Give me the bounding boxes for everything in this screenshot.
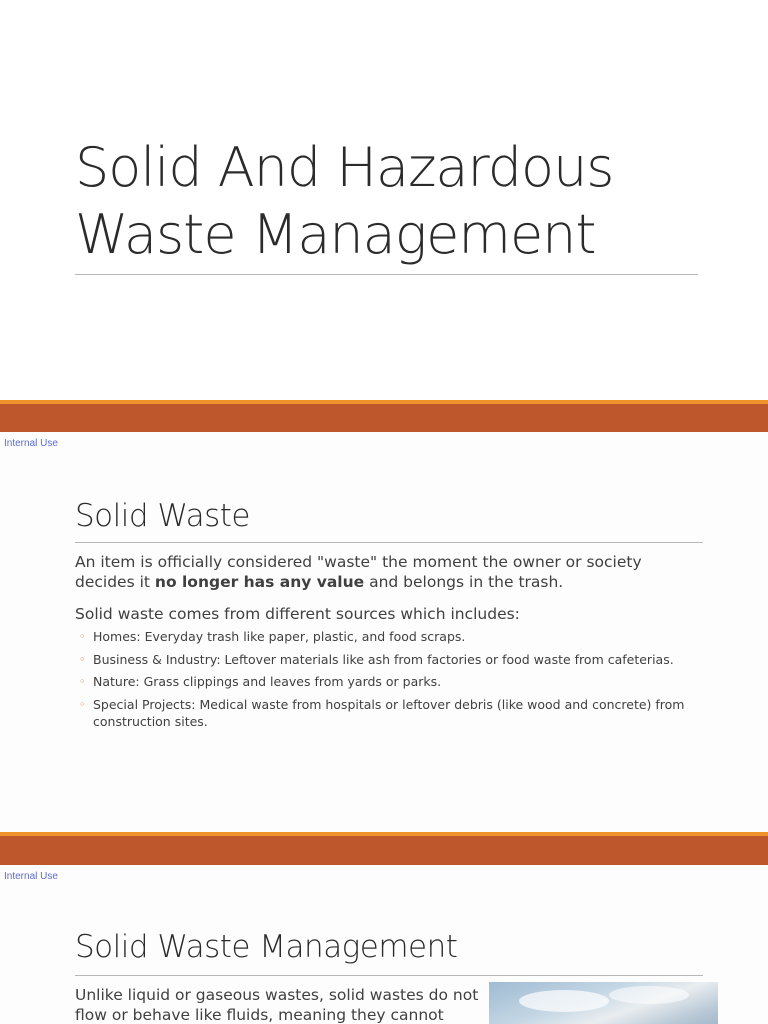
- list-item: [79, 696, 719, 730]
- title-line-2: Waste Management: [75, 203, 596, 266]
- definition-emphasis: no longer has any value: [154, 573, 365, 591]
- slide-title-underline: [75, 542, 703, 543]
- slide-divider: [0, 400, 768, 432]
- title-slide: [0, 0, 768, 400]
- list-item: [79, 651, 719, 668]
- slide-title: Solid Waste Management: [75, 929, 458, 965]
- list-item: [79, 673, 719, 690]
- bullet-marker: ◦: [79, 675, 86, 688]
- slide-title: Solid Waste: [75, 498, 250, 534]
- title-underline: [75, 274, 698, 275]
- solid-waste-management-slide: [0, 865, 768, 1024]
- intro-paragraph: Unlike liquid or gaseous wastes, solid wastes do not flow or behave like fluids, meaning they cannot: [75, 986, 479, 1024]
- sources-list: [79, 628, 719, 735]
- title-line-1: Solid And Hazardous: [75, 136, 614, 199]
- landfill-photo: [489, 982, 718, 1024]
- divider-band: [0, 836, 768, 865]
- list-item-text: Nature: Grass clippings and leaves from yards or parks.: [93, 674, 442, 689]
- solid-waste-slide: [0, 432, 768, 832]
- internal-use-label: Internal Use: [4, 438, 58, 449]
- divider-band: [0, 404, 768, 432]
- cloud-shape: [609, 986, 689, 1004]
- definition-text-b: and belongs in the trash.: [364, 573, 564, 591]
- internal-use-label: Internal Use: [4, 871, 58, 882]
- bullet-marker: ◦: [79, 697, 86, 711]
- list-item-text: Special Projects: Medical waste from hospitals or leftover debris (like wood and concrete) from construction sites.: [93, 696, 685, 729]
- list-item-text: Business & Industry: Leftover materials like ash from factories or food waste from cafeterias.: [93, 651, 674, 667]
- list-item-text: Homes: Everyday trash like paper, plastic, and food scraps.: [93, 629, 466, 644]
- definition-text-a: An item is officially considered "waste" the moment the owner or society decides it: [75, 553, 642, 591]
- definition-paragraph: [75, 552, 675, 592]
- cloud-shape: [519, 990, 609, 1012]
- slide-title-underline: [75, 975, 703, 976]
- presentation-title: [75, 134, 715, 268]
- sources-intro: Solid waste comes from different sources which includes:: [75, 605, 520, 623]
- bullet-marker: ◦: [79, 652, 86, 666]
- slide-divider: [0, 832, 768, 865]
- bullet-marker: ◦: [79, 630, 86, 643]
- list-item: [79, 628, 719, 645]
